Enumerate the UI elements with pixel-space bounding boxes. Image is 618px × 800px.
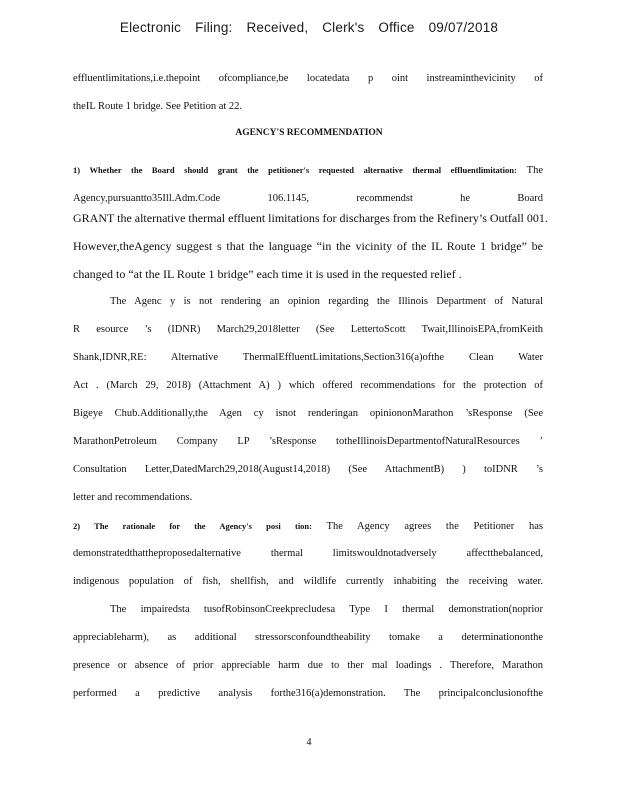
body-line: Bigeye Chub.Additionally,the Agen cy isnot renderingan opiniononMarathon ’sResponse (See xyxy=(73,408,543,419)
body-line: R esource ’s (IDNR) March29,2018letter (See LettertoScott Twait,IllinoisEPA,fromKeith xyxy=(73,324,543,335)
body-line: performed a predictive analysis forthe316(a)demonstration. The principalconclusionofthe xyxy=(73,688,543,699)
body-line: Consultation Letter,DatedMarch29,2018(August14,2018) (See AttachmentB) ) toIDNR ’s xyxy=(73,464,543,475)
body-line: indigenous population of fish, shellfish, and wildlife currently inhabiting the receiving water. xyxy=(73,576,543,587)
body-line: The Agenc y is not rendering an opinion regarding the Illinois Department of Natural xyxy=(110,296,543,307)
body-line: changed to “at the IL Route 1 bridge” each time it is used in the requested relief . xyxy=(73,267,462,281)
body-line: letter and recommendations. xyxy=(73,492,193,503)
section-heading: AGENCY'S RECOMMENDATION xyxy=(235,128,383,138)
filing-header: Electronic Filing: Received, Clerk's Office 09/07/2018 xyxy=(119,20,499,35)
body-line: presence or absence of prior appreciable harm due to ther mal loadings . Therefore, Marathon xyxy=(73,660,543,671)
page-number: 4 xyxy=(306,737,312,748)
body-line: theIL Route 1 bridge. See Petition at 22. xyxy=(73,101,243,112)
body-line: However,theAgency suggest s that the language “in the vicinity of the IL Route 1 bridge” be xyxy=(73,239,543,253)
item-2-text: The Agency agrees the Petitioner has xyxy=(326,521,543,532)
body-line: The impairedsta tusofRobinsonCreekprecludesa Type I thermal demonstration(noprior xyxy=(110,604,543,615)
item-1-text: The Agency,pursuantto35Ill.Adm.Code 106.1145, recommendst he Board xyxy=(73,165,543,204)
item-2 xyxy=(73,519,543,533)
body-line: demonstratedthattheproposedalternative thermal limitswouldnotadversely affectthebalanced, xyxy=(73,548,543,559)
item-1 xyxy=(73,156,543,204)
body-line: MarathonPetroleum Company LP ’sResponse totheIllinoisDepartmentofNaturalResources ’ xyxy=(73,436,543,447)
body-line: Shank,IDNR,RE: Alternative ThermalEffluentLimitations,Section316(a)ofthe Clean Water xyxy=(73,352,543,363)
item-1-label: 1) Whether the Board should grant the petitioner's requested alternative thermal effluentlimitation: xyxy=(73,165,517,175)
body-line: GRANT the alternative thermal effluent limitations for discharges from the Refinery’s Outfall 001. xyxy=(73,211,548,225)
body-line: appreciableharm), as additional stressorsconfoundtheability tomake a determinationonthe xyxy=(73,632,543,643)
body-line: effluentlimitations,i.e.thepoint ofcompliance,be locatedata p oint instreaminthevicinity of xyxy=(73,73,543,84)
item-2-label: 2) The rationale for the Agency's posi tion: xyxy=(73,521,312,531)
body-line: Act . (March 29, 2018) (Attachment A) ) which offered recommendations for the protection of xyxy=(73,380,543,391)
